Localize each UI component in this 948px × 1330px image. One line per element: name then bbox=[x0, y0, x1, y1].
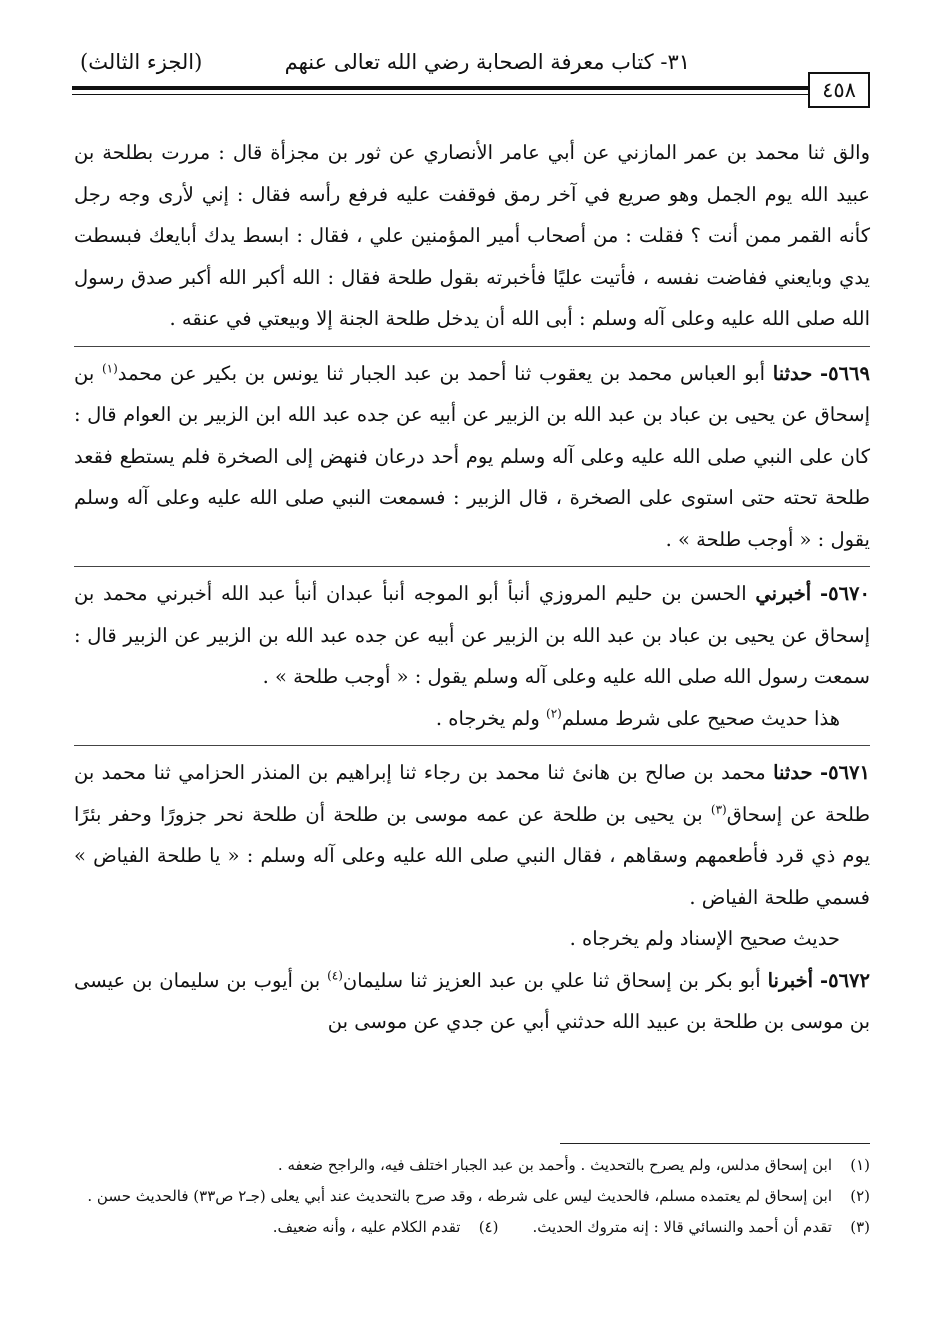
footnote-text: ابن إسحاق لم يعتمده مسلم، فالحديث ليس على شرطه ، وقد صرح بالتحديث عند أبي يعلى (جـ٢ ص٣٣) فالحديث حسن . bbox=[87, 1187, 832, 1205]
footnote-text: تقدم الكلام عليه ، وأنه ضعيف. bbox=[272, 1218, 461, 1236]
hadith-5672 bbox=[74, 960, 870, 1043]
footnote-rule bbox=[560, 1143, 870, 1144]
footnotes bbox=[74, 1150, 870, 1243]
intro-line: بطلحة بن عبيد الله يوم الجمل وهو صريع في آخر رمق فوقفت عليه فرفع رأسه فقال : إني bbox=[74, 141, 870, 206]
hadith-lead-word: أخبرنا bbox=[767, 968, 814, 992]
hadith-text: بن إسحاق عن يحيى بن عباد بن عبد الله بن الزبير عن أبيه عن جده عبد الله ابن الزبير بن العوام قال : كان على النبي صلى الله عليه وعلى آله وسلم يوم أحد درعان فنهض إلى الصخرة فلم يستطع فقعد طلحة تحته حتى استوى على الصخرة ، قال الزبير : فسمعت النبي صلى الله عليه وعلى آله وسلم يقول : « أوجب طلحة » . bbox=[74, 361, 870, 551]
hadith-text: أبو العباس محمد بن يعقوب ثنا أحمد بن عبد الجبار ثنا يونس بن بكير عن محمد bbox=[117, 361, 773, 385]
footnote-number: (٢) bbox=[850, 1187, 870, 1205]
grading-text: ولم يخرجاه . bbox=[435, 706, 546, 730]
footnote-item bbox=[74, 1150, 870, 1181]
intro-line: لأرى وجه رجل كأنه القمر ممن أنت ؟ فقلت : من أصحاب أمير المؤمنين علي ، فقال : bbox=[74, 182, 870, 247]
hadith-5669 bbox=[74, 353, 870, 561]
hadith-number: ٥٦٧٢- bbox=[820, 968, 870, 992]
intro-line: ابسط يدك أبايعك فبسطت يدي وبايعني ففاضت نفسه ، فأتيت عليًا فأخبرته بقول طلحة bbox=[74, 224, 870, 289]
separator-line bbox=[74, 745, 870, 746]
hadith-number: ٥٦٧٠- bbox=[820, 582, 870, 605]
grading-note bbox=[74, 698, 870, 740]
intro-line: فقال : الله أكبر الله أكبر صدق رسول الله صلى الله عليه وعلى آله وسلم : أبى الله أن bbox=[74, 265, 870, 330]
footnote-item bbox=[74, 1181, 870, 1212]
running-header bbox=[72, 48, 870, 82]
footnote-row bbox=[74, 1212, 870, 1243]
hadith-text: بن أيوب بن سليمان بن عيسى بن موسى بن طلحة بن عبيد الله حدثني أبي عن جدي عن موسى بن bbox=[74, 968, 870, 1033]
intro-line: والق ثنا محمد بن عمر المازني عن أبي عامر الأنصاري عن ثور بن مجزأة قال : مررت bbox=[161, 141, 870, 164]
grading-text: هذا حديث صحيح على شرط مسلم bbox=[561, 706, 840, 730]
intro-line: يدخل طلحة الجنة إلا وبيعتي في عنقه . bbox=[169, 307, 480, 330]
header-rule-thick bbox=[72, 86, 808, 90]
separator-line bbox=[74, 346, 870, 347]
hadith-number: ٥٦٧١- bbox=[820, 761, 870, 784]
footnote-marker: (٢) bbox=[546, 706, 562, 720]
footnote-number: (٣) bbox=[850, 1218, 870, 1236]
chapter-title: ٣١- كتاب معرفة الصحابة رضي الله تعالى عنهم bbox=[284, 50, 690, 74]
grading-note: حديث صحيح الإسناد ولم يخرجاه . bbox=[569, 927, 840, 950]
main-text bbox=[74, 132, 870, 1043]
hadith-text: الحسن بن حليم المروزي أنبأ أبو الموجه أنبأ عبدان أنبأ عبد الله أخبرني محمد بن إسحاق عن يحيى بن عباد بن عبد الله بن الزبير عن أبيه عن جده عبد الله بن الزبير عن الزبير قال : سمعت رسول الله صلى الله عليه وعلى آله وسلم يقول : « أوجب طلحة » . bbox=[74, 582, 870, 688]
footnote-item bbox=[532, 1212, 870, 1243]
intro-paragraph bbox=[74, 132, 870, 340]
footnote-number: (٤) bbox=[478, 1218, 499, 1236]
footnote-item bbox=[273, 1212, 499, 1243]
volume-label: (الجزء الثالث) bbox=[80, 50, 203, 74]
footnote-marker: (٤) bbox=[327, 968, 343, 982]
hadith-5671 bbox=[74, 752, 870, 918]
footnote-marker: (١) bbox=[101, 361, 118, 375]
hadith-lead-word: أخبرني bbox=[755, 582, 812, 605]
footnote-number: (١) bbox=[850, 1156, 870, 1174]
separator-line bbox=[74, 566, 870, 567]
hadith-lead-word: حدثنا bbox=[773, 761, 813, 784]
footnote-text: تقدم أن أحمد والنسائي قالا : إنه متروك الحديث. bbox=[532, 1218, 832, 1236]
footnote-text: ابن إسحاق مدلس، ولم يصرح بالتحديث . وأحمد بن عبد الجبار اختلف فيه، والراجح ضعفه . bbox=[277, 1156, 832, 1174]
hadith-5670 bbox=[74, 573, 870, 698]
footnote-marker: (٣) bbox=[710, 802, 727, 816]
hadith-text: أبو بكر بن إسحاق ثنا علي بن عبد العزيز ثنا سليمان bbox=[342, 968, 768, 992]
header-rule-thin bbox=[72, 94, 808, 95]
hadith-lead-word: حدثنا bbox=[772, 361, 813, 385]
page-number: ٤٥٨ bbox=[808, 72, 870, 108]
hadith-number: ٥٦٦٩- bbox=[820, 361, 870, 385]
hadith-text: بن يحيى بن طلحة عن عمه موسى بن طلحة أن طلحة نحر جزورًا وحفر بئرًا يوم ذي قرد فأطعمهم وسقاهم ، فقال النبي صلى الله عليه وعلى آله وسلم : « يا طلحة الفياض » فسمي طلحة الفياض . bbox=[74, 802, 870, 909]
hadith-text: محمد بن صالح بن هانئ ثنا محمد بن رجاء ثنا إبراهيم بن المنذر الحزامي ثنا محمد بن طلحة عن إسحاق bbox=[74, 761, 870, 826]
